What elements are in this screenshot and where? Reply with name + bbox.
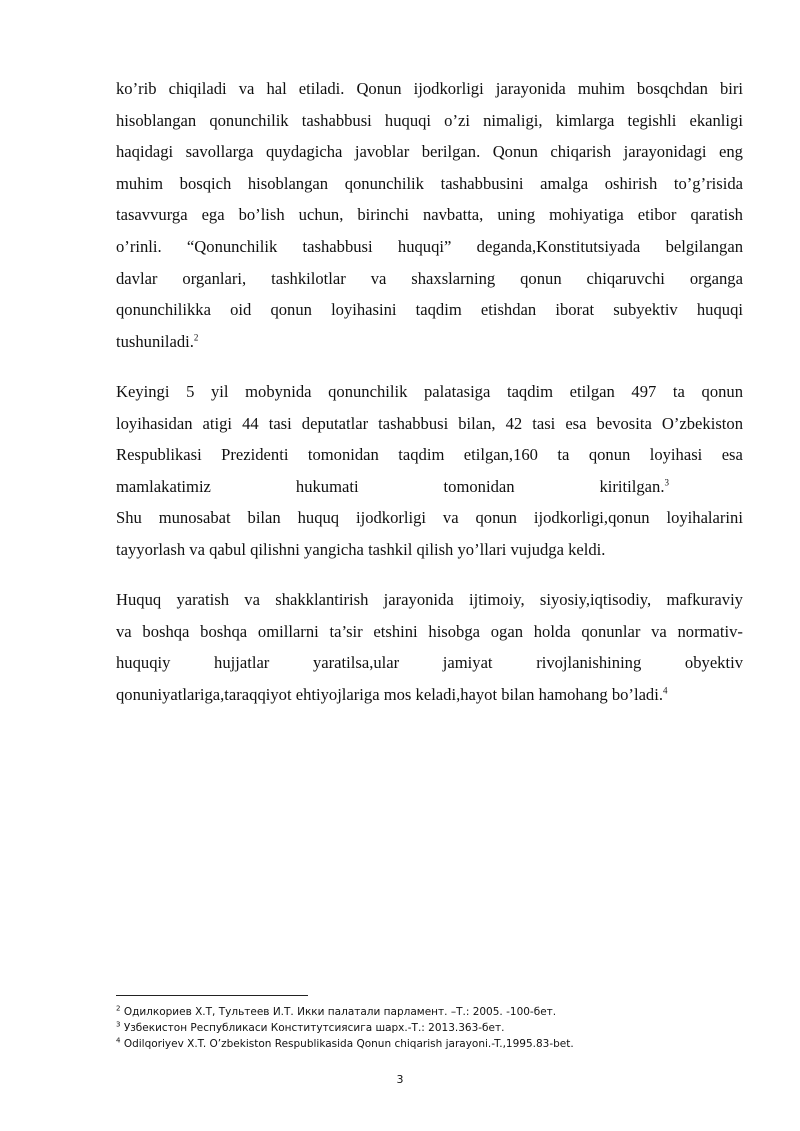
text-line-content: tushuniladi. (116, 331, 194, 351)
word: subyektiv (613, 300, 678, 320)
text-line-content: qonuniyatlariga,taraqqiyot ehtiyojlariga mos keladi,hayot bilan hamohang bo’ladi. (116, 684, 663, 704)
text-line (116, 647, 743, 679)
word: va (442, 508, 459, 528)
word: tomonidan (443, 476, 515, 496)
word: ega (201, 205, 225, 225)
word: qonunchilik (328, 382, 408, 401)
word: muhim (577, 79, 625, 98)
word: 44 (242, 413, 259, 433)
text-line (116, 439, 743, 471)
word: jamiyat (442, 653, 493, 673)
word: bevosita (596, 413, 652, 433)
word: tashkilotlar (271, 268, 346, 288)
text-line (116, 136, 743, 168)
word: qonunlar (581, 621, 641, 641)
word: “Qonunchilik (186, 236, 278, 256)
word: hisoblangan (247, 173, 329, 193)
word: munosabat (158, 508, 231, 528)
word: muhim (116, 173, 164, 193)
word: navbatta, (422, 205, 484, 225)
word: mafkuraviy (666, 590, 743, 609)
word: taqdim (398, 445, 445, 465)
word: tegishli (627, 110, 677, 130)
text-line (116, 263, 743, 295)
word: javoblar (354, 142, 410, 162)
word: etiladi. (298, 79, 345, 98)
word: Keyingi (116, 382, 170, 401)
word: esa (565, 413, 587, 433)
footnote-number: 2 (116, 1004, 121, 1013)
word: loyihalarini (666, 508, 743, 528)
word: huquqi” (397, 236, 452, 256)
word: huquqi (696, 300, 743, 320)
word: obyektiv (684, 653, 743, 673)
word: va (238, 79, 255, 98)
word: mohiyatiga (549, 205, 624, 225)
word: uchun, (298, 205, 344, 225)
word: holda (533, 621, 571, 641)
word: eng (719, 142, 743, 162)
word: huquqi (384, 110, 432, 130)
word: chiqiladi (168, 79, 227, 98)
footnote-number: 4 (116, 1036, 121, 1045)
word: etibor (637, 205, 677, 225)
word: tashabbusi (378, 413, 449, 433)
word: birinchi (357, 205, 409, 225)
text-line (116, 616, 743, 648)
word: jarayonida (495, 79, 566, 98)
word: tasi (532, 413, 556, 433)
word: iborat (555, 300, 595, 320)
paragraph-2 (116, 376, 743, 566)
word: ta (672, 382, 685, 401)
word: belgilangan (665, 236, 743, 256)
word: ijodkorligi (355, 508, 427, 528)
word: va (116, 621, 132, 641)
word: hisoblangan (116, 110, 197, 130)
word: davlar (116, 268, 158, 288)
word: jarayonida (383, 590, 454, 609)
word: loyihasini (331, 300, 397, 320)
footnote (116, 1036, 756, 1052)
word: 5 (186, 382, 195, 401)
footnote-text: Узбекистон Республикаси Конститутсиясига шарх.-Т.: 2013.363-бет. (123, 1022, 505, 1034)
text-line (116, 408, 743, 440)
text-line (116, 376, 743, 408)
word: nimaligi, (483, 110, 543, 130)
word: jarayonidagi (623, 142, 707, 162)
footnotes (116, 1004, 756, 1052)
word: oshirish (604, 173, 658, 193)
word: etilgan (569, 382, 615, 401)
word: yil (210, 382, 229, 401)
text-line (116, 471, 743, 503)
word: 497 (631, 382, 657, 401)
word: bosqchdan (636, 79, 708, 98)
word: mobynida (245, 382, 312, 401)
word: tashabbusini (440, 173, 524, 193)
word: ekanligi (689, 110, 743, 130)
word: amalga (540, 173, 589, 193)
word: qonun (270, 300, 312, 320)
word: esa (721, 445, 743, 465)
text-line (116, 502, 743, 534)
word-with-footnote (600, 471, 669, 503)
word: bilan, (458, 413, 496, 433)
footnote-reference[interactable]: 2 (193, 332, 199, 343)
word: ijodkorligi (413, 79, 484, 98)
word: deputatlar (301, 413, 369, 433)
text-line (116, 584, 743, 616)
word: taqdim (506, 382, 554, 401)
word: kiritilgan. (599, 476, 665, 496)
footnote (116, 1004, 756, 1020)
word: rivojlanishining (536, 653, 642, 673)
word: hal (266, 79, 287, 98)
word: ijtimoiy, (469, 590, 525, 609)
word: shaxslarning (411, 268, 496, 288)
word: Qonun (356, 79, 402, 98)
word: 42 (505, 413, 523, 433)
word: berilgan. (421, 142, 481, 162)
word: Respublikasi (116, 445, 202, 465)
text-line (116, 231, 743, 263)
word: omillarni (257, 621, 319, 641)
word: ta (557, 445, 570, 465)
word: Shu (116, 508, 142, 528)
word: qonunchilikka (116, 300, 211, 320)
word: uning (497, 205, 536, 225)
text-line (116, 105, 743, 137)
text-line (116, 294, 743, 326)
word: hujjatlar (214, 653, 270, 673)
word: tashabbusi (302, 236, 373, 256)
word: qonun (588, 445, 631, 465)
word: atigi (202, 413, 233, 433)
word: haqidagi (116, 142, 174, 162)
word: shakklantirish (275, 590, 369, 609)
text-line (116, 199, 743, 231)
word: taqdim (415, 300, 462, 320)
footnote-separator (116, 995, 308, 996)
word: palatasiga (424, 382, 491, 401)
word: huquqiy (116, 653, 171, 673)
word: siyosiy,iqtisodiy, (539, 590, 652, 609)
word: Qonun (492, 142, 538, 162)
text-line (116, 679, 743, 711)
word: bosqich (179, 173, 232, 193)
word: loyihasidan (116, 413, 193, 433)
footnote-text: Odilqoriyev X.T. O’zbekiston Respublikasida Qonun chiqarish jarayoni.-T.,1995.83-bet. (123, 1038, 574, 1050)
text-line (116, 73, 743, 105)
word: deganda,Konstitutsiyada (476, 236, 641, 256)
word: chiqarish (550, 142, 612, 162)
word: qonun (520, 268, 562, 288)
word: qonunchilik (344, 173, 424, 193)
word: kimlarga (555, 110, 615, 130)
word: qonunchilik (209, 110, 289, 130)
word: normativ- (677, 621, 743, 641)
word: mamlakatimiz (116, 476, 211, 496)
word: etshini (373, 621, 418, 641)
word: va (244, 590, 260, 609)
paragraph-1 (116, 73, 743, 357)
word: o’rinli. (116, 236, 162, 256)
word: to’g’risida (673, 173, 743, 193)
word: ijodkorligi,qonun (533, 508, 650, 528)
word: savollarga (185, 142, 254, 162)
word: qonun (475, 508, 517, 528)
word: hukumati (295, 476, 359, 496)
footnote-reference[interactable]: 3 (664, 477, 669, 488)
word: bo’lish (238, 205, 285, 225)
word: O’zbekiston (661, 413, 743, 433)
word: tasi (268, 413, 292, 433)
page-number: 3 (396, 1073, 404, 1086)
word: quydagicha (265, 142, 343, 162)
text-line (116, 326, 743, 358)
word: va (651, 621, 667, 641)
word: oid (230, 300, 252, 320)
text-line: tayyorlash va qabul qilishni yangicha tashkil qilish yo’llari vujudga keldi. (116, 539, 606, 559)
word: qaratish (690, 205, 743, 225)
footnote-number: 3 (116, 1020, 121, 1029)
footnote (116, 1020, 756, 1036)
word: hisobga (428, 621, 481, 641)
text-line (116, 168, 743, 200)
word: tasavvurga (116, 205, 188, 225)
word: chiqaruvchi (586, 268, 665, 288)
word: boshqa (200, 621, 248, 641)
word: organga (689, 268, 743, 288)
word: yaratilsa,ular (312, 653, 400, 673)
word: yaratish (176, 590, 229, 609)
footnote-text: Одилкориев Х.Т, Тультеев И.Т. Икки палатали парламент. –Т.: 2005. -100-бет. (123, 1006, 557, 1018)
word: va (370, 268, 387, 288)
word: loyihasi (649, 445, 703, 465)
word: organlari, (182, 268, 247, 288)
word: ko’rib (116, 79, 157, 98)
word: biri (719, 79, 743, 98)
word: ta’sir (329, 621, 363, 641)
word: etilgan,160 (463, 445, 538, 465)
word: qonun (701, 382, 743, 401)
word: huquq (297, 508, 340, 528)
word: o’zi (444, 110, 470, 130)
word: etishdan (480, 300, 537, 320)
word: tashabbusi (301, 110, 372, 130)
word: tomonidan (307, 445, 379, 465)
word: bilan (247, 508, 281, 528)
word: boshqa (142, 621, 190, 641)
word: Huquq (116, 590, 162, 609)
paragraph-3 (116, 584, 743, 710)
word: ogan (490, 621, 524, 641)
word: Prezidenti (221, 445, 289, 465)
footnote-reference[interactable]: 4 (663, 685, 668, 696)
